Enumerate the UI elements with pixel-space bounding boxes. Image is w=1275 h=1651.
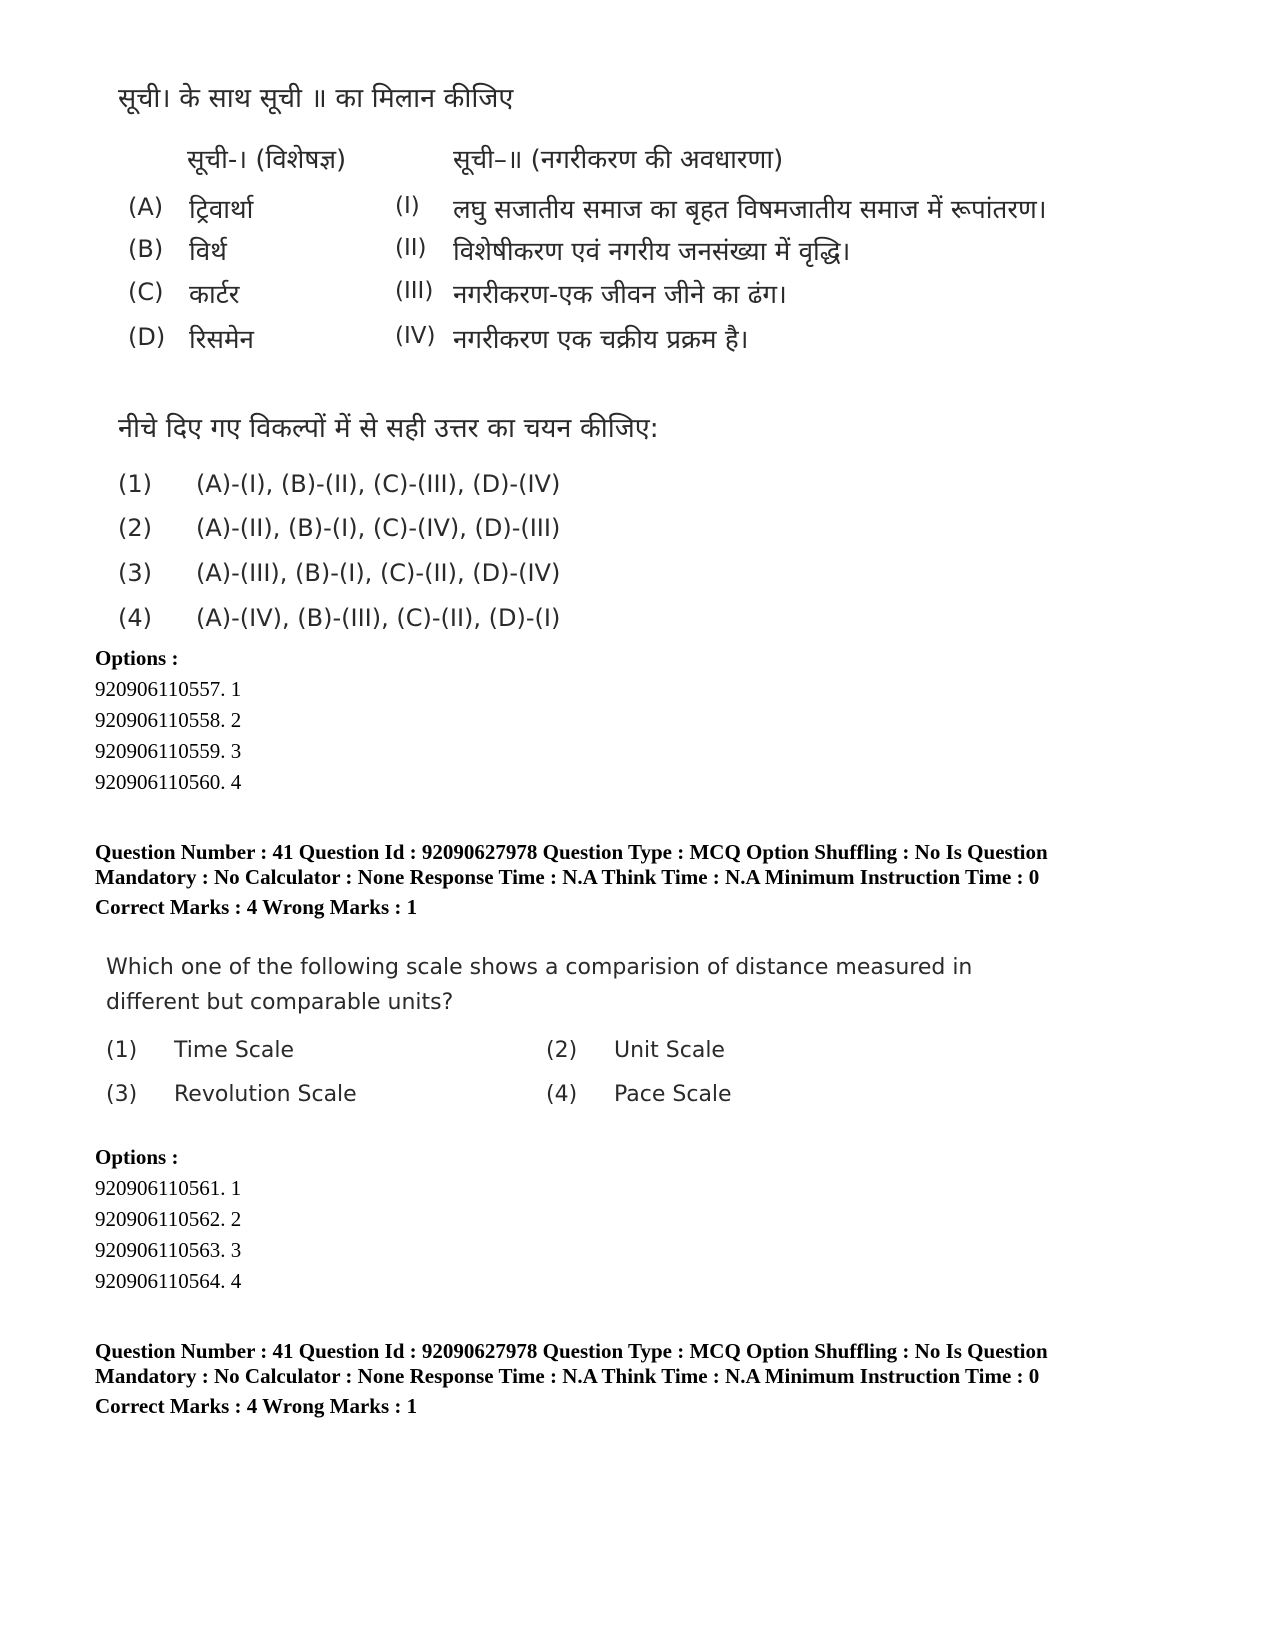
- choice-number: (3): [118, 559, 152, 587]
- option-id-line: 920906110558. 2: [95, 708, 242, 732]
- choice-number: (1): [118, 470, 152, 498]
- row-expert: विर्थ: [189, 237, 227, 267]
- metadata-line: Question Number : 41 Question Id : 92090627978 Question Type : MCQ Option Shuffling : No Is Question: [95, 840, 1048, 864]
- choice-text: (A)-(IV), (B)-(III), (C)-(II), (D)-(I): [196, 604, 561, 632]
- options-heading: Options :: [95, 1145, 179, 1169]
- option-id-line: 920906110559. 3: [95, 739, 242, 763]
- choice-number: (2): [118, 514, 152, 542]
- answer-choice: [106, 1082, 357, 1107]
- choice-number: (4): [546, 1082, 578, 1107]
- metadata-line: Question Number : 41 Question Id : 92090627978 Question Type : MCQ Option Shuffling : No Is Question: [95, 1339, 1048, 1363]
- row-letter: (A): [128, 193, 164, 221]
- answer-choice: [546, 1038, 725, 1063]
- question-metadata: [95, 840, 1195, 920]
- option-id-line: 920906110557. 1: [95, 677, 242, 701]
- option-id-line: 920906110563. 3: [95, 1238, 242, 1262]
- row-letter: (B): [128, 235, 164, 263]
- choice-number: (2): [546, 1038, 578, 1063]
- choice-text: (A)-(II), (B)-(I), (C)-(IV), (D)-(III): [196, 514, 561, 542]
- row-concept: नगरीकरण-एक जीवन जीने का ढंग।: [453, 280, 787, 310]
- row-concept: लघु सजातीय समाज का बृहत विषमजातीय समाज में रूपांतरण।: [453, 195, 1047, 225]
- choice-text: (A)-(I), (B)-(II), (C)-(III), (D)-(IV): [196, 470, 561, 498]
- options-heading: Options :: [95, 646, 179, 670]
- choice-number: (3): [106, 1082, 138, 1107]
- match-row: [0, 232, 1275, 276]
- answer-choice: [106, 1038, 294, 1063]
- metadata-line: Correct Marks : 4 Wrong Marks : 1: [95, 895, 418, 919]
- select-instruction: नीचे दिए गए विकल्पों में से सही उत्तर का चयन कीजिए:: [118, 413, 659, 444]
- question-instruction: सूची। के साथ सूची ॥ का मिलान कीजिए: [118, 83, 514, 114]
- metadata-line: Correct Marks : 4 Wrong Marks : 1: [95, 1394, 418, 1418]
- question-text: Which one of the following scale shows a comparision of distance measured in different but comparable units?: [106, 955, 973, 1015]
- list2-header: सूची–॥ (नगरीकरण की अवधारणा): [453, 145, 784, 175]
- match-row: [0, 190, 1275, 234]
- row-roman: (I): [395, 193, 420, 219]
- row-letter: (D): [128, 323, 166, 351]
- choice-number: (1): [106, 1038, 138, 1063]
- metadata-line: Mandatory : No Calculator : None Response Time : N.A Think Time : N.A Minimum Instruction Time : 0: [95, 1364, 1040, 1388]
- choice-text: Time Scale: [174, 1038, 295, 1063]
- match-row: [0, 320, 1275, 364]
- choice-text: Pace Scale: [614, 1082, 732, 1107]
- option-id-line: 920906110562. 2: [95, 1207, 242, 1231]
- option-id-line: 920906110564. 4: [95, 1269, 242, 1293]
- list1-header: सूची-। (विशेषज्ञ): [187, 145, 347, 175]
- option-id-line: 920906110561. 1: [95, 1176, 242, 1200]
- option-id-line: 920906110560. 4: [95, 770, 242, 794]
- match-row: [0, 275, 1275, 319]
- row-expert: ट्रिवार्था: [189, 195, 254, 225]
- row-roman: (II): [395, 235, 427, 261]
- row-expert: कार्टर: [189, 280, 240, 310]
- answer-choice: [546, 1082, 732, 1107]
- row-concept: नगरीकरण एक चक्रीय प्रक्रम है।: [453, 325, 749, 355]
- choice-text: Unit Scale: [614, 1038, 725, 1063]
- choice-text: (A)-(III), (B)-(I), (C)-(II), (D)-(IV): [196, 559, 561, 587]
- row-roman: (IV): [395, 323, 436, 349]
- question-metadata: [95, 1339, 1195, 1419]
- row-concept: विशेषीकरण एवं नगरीय जनसंख्या में वृद्धि।: [453, 237, 851, 267]
- row-roman: (III): [395, 278, 434, 304]
- row-letter: (C): [128, 278, 164, 306]
- choice-number: (4): [118, 604, 152, 632]
- metadata-line: Mandatory : No Calculator : None Response Time : N.A Think Time : N.A Minimum Instruction Time : 0: [95, 865, 1040, 889]
- row-expert: रिसमेन: [189, 325, 254, 355]
- choice-text: Revolution Scale: [174, 1082, 357, 1107]
